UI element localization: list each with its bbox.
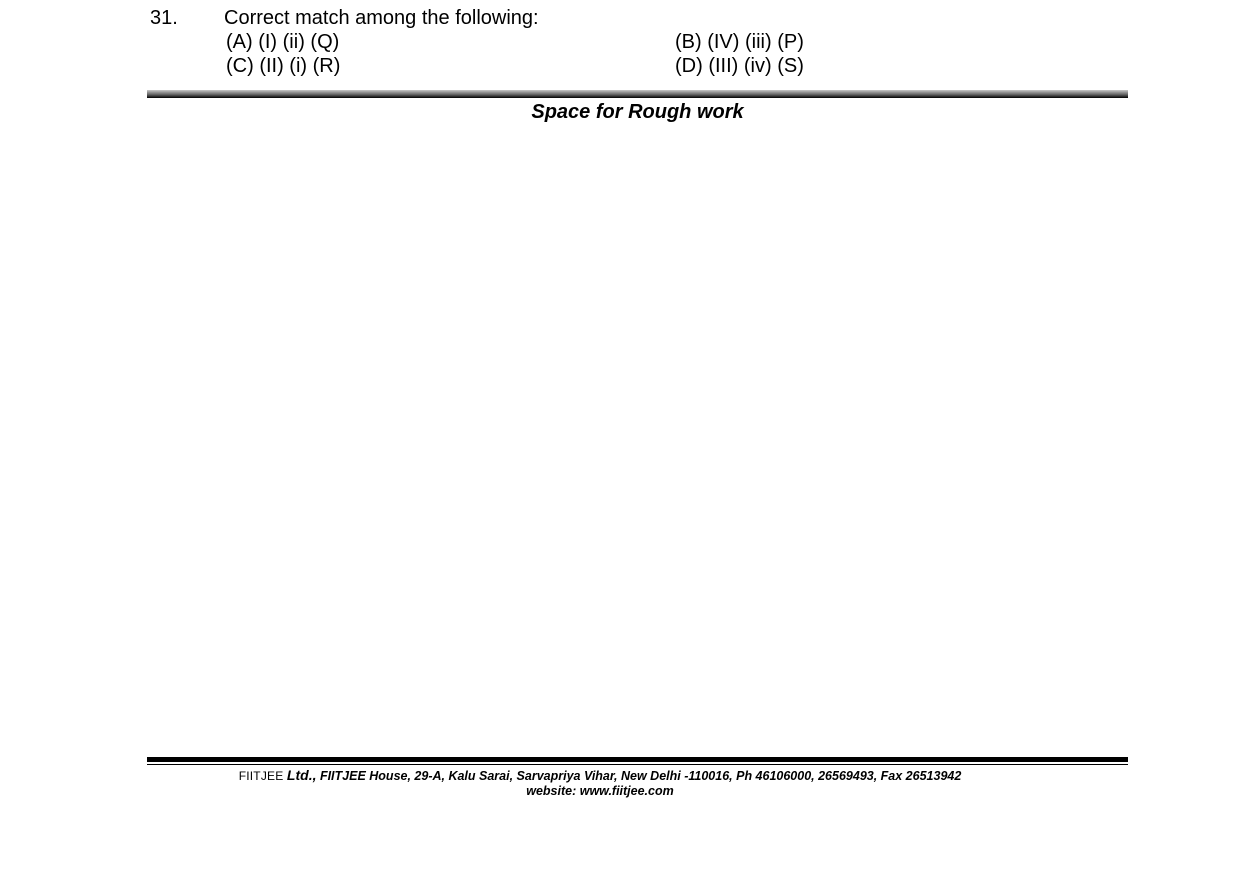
question-stem: Correct match among the following: [224,7,539,29]
footer-divider-thin [147,764,1128,765]
top-divider [147,90,1128,98]
rough-work-title: Space for Rough work [531,101,744,123]
rough-work-area [147,128,1128,748]
footer [147,768,1053,799]
footer-website: website: www.fiitjee.com [526,784,674,798]
footer-divider-thick [147,757,1128,762]
option-a[interactable]: (A) (I) (ii) (Q) [226,31,340,53]
option-d[interactable]: (D) (III) (iv) (S) [675,55,804,77]
option-c[interactable]: (C) (II) (i) (R) [226,55,341,77]
footer-address: FIITJEE House, 29-A, Kalu Sarai, Sarvapriya Vihar, New Delhi -110016, Ph 46106000, 26569493, Fax 26513942 [319,769,962,783]
question-number: 31. [150,7,178,29]
footer-brand: FIITJEE [238,769,284,783]
option-b[interactable]: (B) (IV) (iii) (P) [675,31,804,53]
footer-ltd: Ltd., [286,767,317,783]
footer-address-line [147,768,1053,784]
